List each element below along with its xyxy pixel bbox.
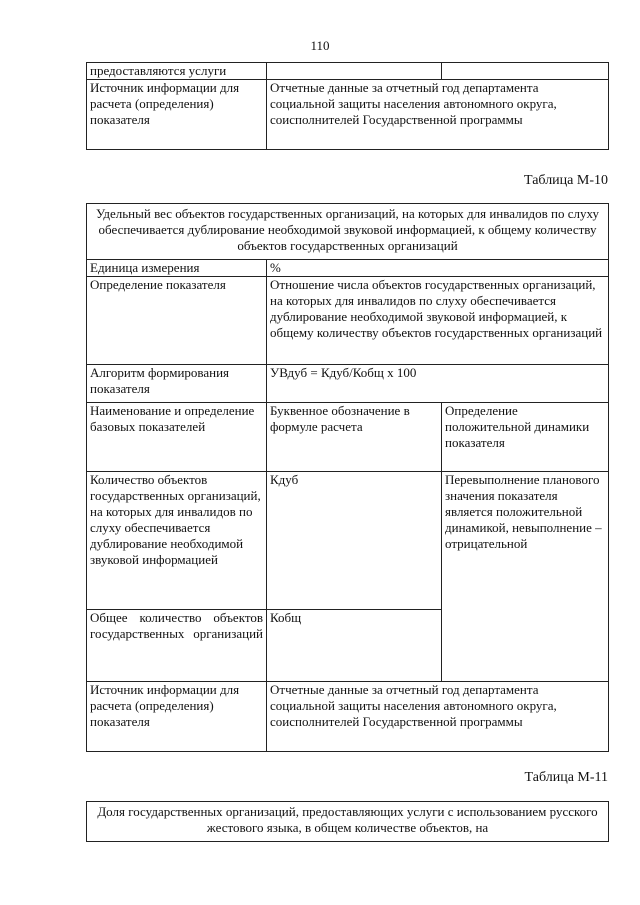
prev-source-value: Отчетные данные за отчетный год департамента социальной защиты населения автономного округа, соисполнителей Государственной программы bbox=[267, 80, 609, 150]
definition-label: Определение показателя bbox=[87, 277, 267, 365]
base-indicator-2-name: Общее количество объектов государственных организаций bbox=[87, 610, 267, 682]
table-m11-caption: Таблица М-11 bbox=[524, 770, 608, 785]
unit-value: % bbox=[267, 260, 609, 277]
positive-dynamics-definition: Перевыполнение планового значения показателя является положительной динамикой, невыполнение – отрицательной bbox=[442, 472, 609, 682]
algorithm-value: УВдуб = Кдуб/Кобщ x 100 bbox=[267, 365, 609, 403]
source-label: Источник информации для расчета (определения) показателя bbox=[87, 682, 267, 752]
table-m10 bbox=[86, 203, 609, 752]
algorithm-label: Алгоритм формирования показателя bbox=[87, 365, 267, 403]
base-indicator-2-symbol: Кобщ bbox=[267, 610, 442, 682]
header-symbol: Буквенное обозначение в формуле расчета bbox=[267, 403, 442, 472]
header-dynamics: Определение положительной динамики показателя bbox=[442, 403, 609, 472]
table-m10-caption: Таблица М-10 bbox=[524, 173, 608, 188]
table-m11 bbox=[86, 801, 609, 842]
definition-value: Отношение числа объектов государственных организаций, на которых для инвалидов по слуху обеспечивается дублирование необходимой звуковой информацией, к общему количеству объектов государственных организаций bbox=[267, 277, 609, 365]
prev-source-label: Источник информации для расчета (определения) показателя bbox=[87, 80, 267, 150]
base-indicator-1-symbol: Кдуб bbox=[267, 472, 442, 610]
table-m11-title: Доля государственных организаций, предоставляющих услуги с использованием русского жестового языка, в общем количестве объектов, на bbox=[87, 802, 609, 842]
unit-label: Единица измерения bbox=[87, 260, 267, 277]
prev-row0-col1 bbox=[267, 63, 442, 80]
table-m10-title: Удельный вес объектов государственных организаций, на которых для инвалидов по слуху обеспечивается дублирование необходимой звуковой информацией, к общему количеству объектов государственных организаций bbox=[87, 204, 609, 260]
source-value: Отчетные данные за отчетный год департамента социальной защиты населения автономного округа, соисполнителей Государственной программы bbox=[267, 682, 609, 752]
base-indicator-1-name: Количество объектов государственных организаций, на которых для инвалидов по слуху обеспечивается дублирование необходимой звуковой информацией bbox=[87, 472, 267, 610]
page-number: 110 bbox=[310, 38, 330, 53]
previous-table bbox=[86, 62, 609, 150]
prev-row0-col0: предоставляются услуги bbox=[87, 63, 267, 80]
header-name: Наименование и определение базовых показателей bbox=[87, 403, 267, 472]
prev-row0-col2 bbox=[442, 63, 609, 80]
